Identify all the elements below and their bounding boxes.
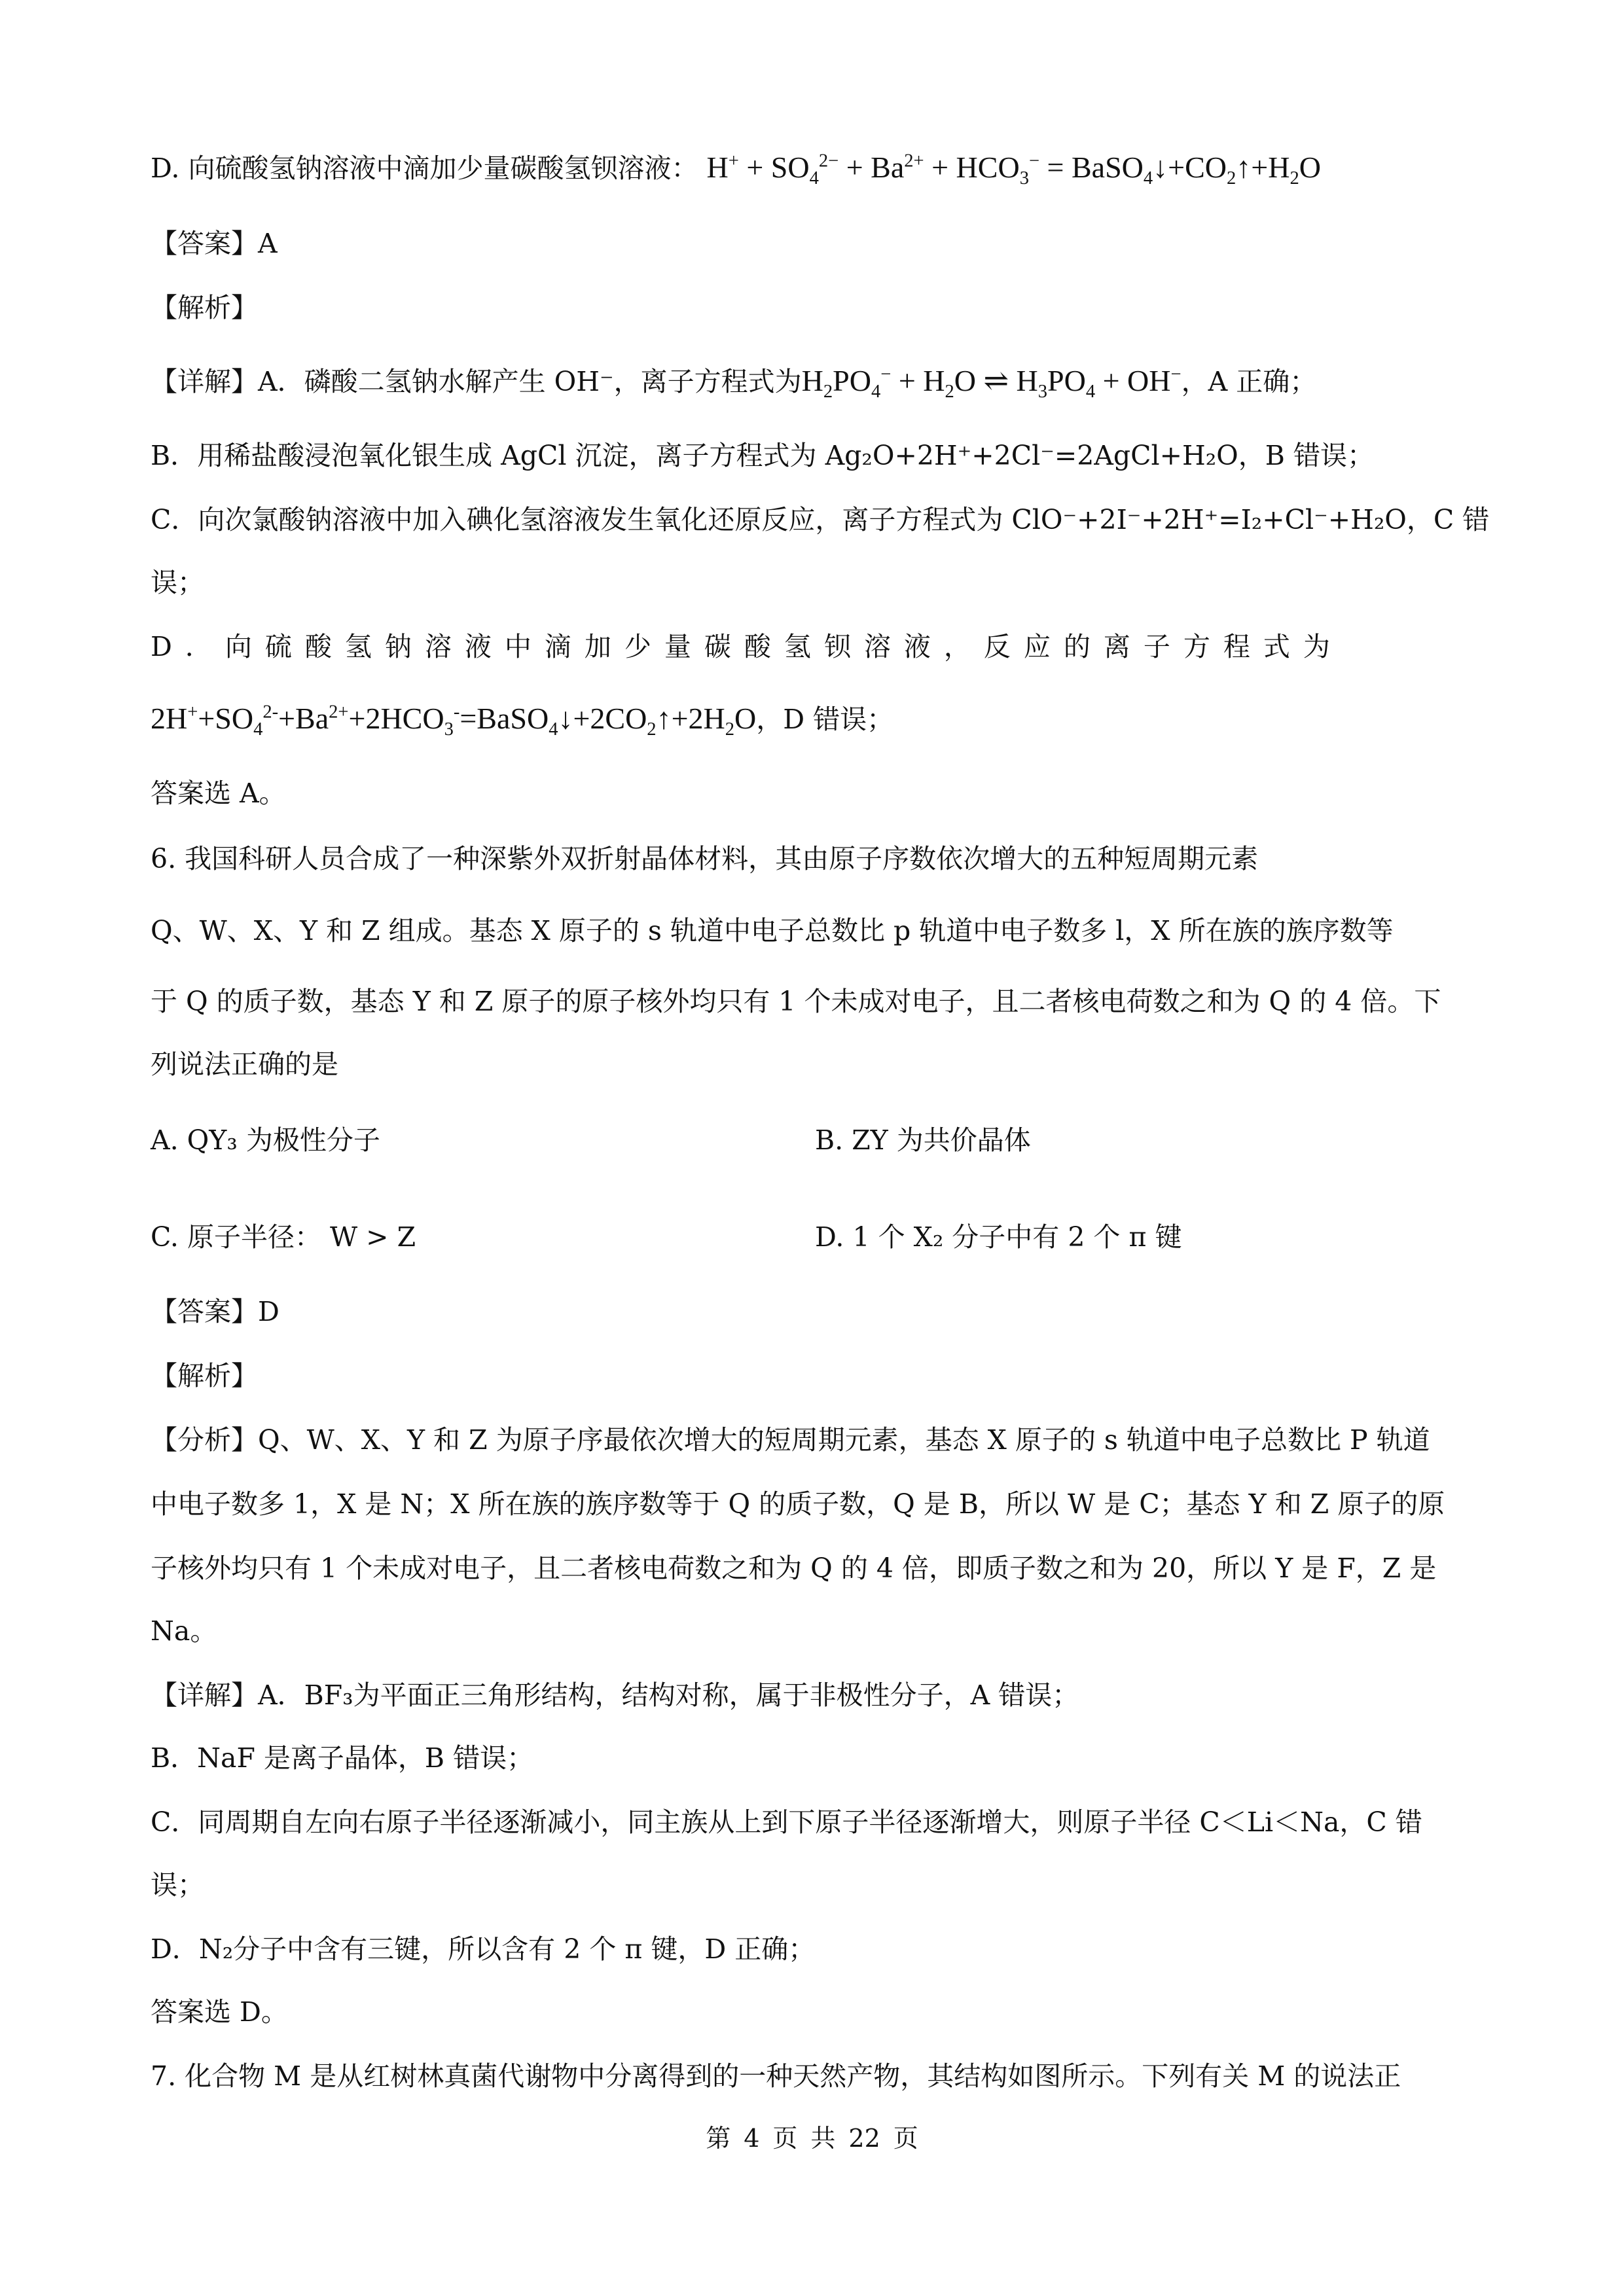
q6-stem-line3: 于 Q 的质子数，基态 Y 和 Z 原子的原子核外均只有 1 个未成对电子，且二者核电荷数之和为 Q 的 4 倍。下 bbox=[151, 986, 1441, 1017]
equation-detail-d: $2H^++SO_4^{2-}+Ba^{2+}+2HCO_3^-=BaSO_4↓+2CO_2↑+2H_2O$ bbox=[151, 702, 757, 740]
q6-analysis-line2: 中电子数多 1，X 是 N；X 所在族的族序数等于 Q 的质子数，Q 是 B，所以 W 是 C；基态 Y 和 Z 原子的原 bbox=[151, 1488, 1445, 1520]
equation-d-option: $H^+ + SO_4^{2-} + Ba^{2+} + HCO_3^-$ = $BaSO_4↓+CO_2↑+H_2O$ bbox=[706, 151, 1321, 189]
q6-detail-b: B．NaF 是离子晶体，B 错误； bbox=[151, 1742, 534, 1774]
q6-stem-line1: 6. 我国科研人员合成了一种深紫外双折射晶体材料，其由原子序数依次增大的五种短周期元素 bbox=[151, 843, 1259, 874]
q6-analysis-line1: 【分析】Q、W、X、Y 和 Z 为原子序最依次增大的短周期元素，基态 X 原子的 s 轨道中电子总数比 P 轨道 bbox=[151, 1424, 1430, 1456]
page-number: 4 bbox=[744, 2124, 760, 2153]
q7-stem-line1: 7. 化合物 M 是从红树林真菌代谢物中分离得到的一种天然产物，其结构如图所示。下列有关 M 的说法正 bbox=[151, 2060, 1401, 2092]
q5-detail-d-line2: $2H^++SO_4^{2-}+Ba^{2+}+2HCO_3^-=BaSO_4↓+2CO_2↑+2H_2O$，D 错误； bbox=[151, 702, 894, 740]
q6-option-c: C. 原子半径： W > Z bbox=[151, 1221, 416, 1253]
q6-option-b: B. ZY 为共价晶体 bbox=[815, 1124, 1031, 1156]
q6-detail-c-line1: C．同周期自左向右原子半径逐渐减小，同主族从上到下原子半径逐渐增大，则原子半径 C＜Li＜Na，C 错 bbox=[151, 1806, 1422, 1838]
q6-option-a: A. QY₃ 为极性分子 bbox=[151, 1124, 380, 1156]
page-footer: 第 4 页 共 22 页 bbox=[706, 2124, 918, 2153]
q6-stem-line4: 列说法正确的是 bbox=[151, 1049, 338, 1080]
q6-answer: 【答案】D bbox=[151, 1296, 280, 1327]
total-pages: 22 bbox=[848, 2124, 880, 2153]
q5-conclusion: 答案选 A。 bbox=[151, 778, 286, 809]
q6-analysis-line3: 子核外均只有 1 个未成对电子，且二者核电荷数之和为 Q 的 4 倍，即质子数之和为 20，所以 Y 是 F，Z 是 bbox=[151, 1552, 1437, 1584]
q6-stem-line2: Q、W、X、Y 和 Z 组成。基态 X 原子的 s 轨道中电子总数比 p 轨道中电子数多 l，X 所在族的族序数等 bbox=[151, 915, 1394, 946]
q6-conclusion: 答案选 D。 bbox=[151, 1996, 288, 2028]
q5-detail-c-line2: 误； bbox=[151, 567, 204, 598]
q5-detail-b: B．用稀盐酸浸泡氧化银生成 AgCl 沉淀，离子方程式为 Ag₂O+2H⁺+2Cl⁻=2AgCl+H₂O，B 错误； bbox=[151, 440, 1374, 471]
q5-detail-a: 【详解】A．磷酸二氢钠水解产生 OH⁻，离子方程式为$H_2PO_4^- + H_2O$ ⇌ $H_3PO_4 + OH^-$，A 正确； bbox=[151, 364, 1317, 403]
equation-detail-a: $H_2PO_4^- + H_2O$ ⇌ $H_3PO_4 + OH^-$ bbox=[801, 364, 1182, 403]
q6-detail-a: 【详解】A．BF₃为平面正三角形结构，结构对称，属于非极性分子，A 错误； bbox=[151, 1679, 1079, 1711]
q6-option-d: D. 1 个 X₂ 分子中有 2 个 π 键 bbox=[815, 1221, 1182, 1253]
q6-detail-d: D．N₂分子中含有三键，所以含有 2 个 π 键，D 正确； bbox=[151, 1933, 816, 1965]
q6-detail-c-line2: 误； bbox=[151, 1869, 204, 1901]
q5-analysis-label: 【解析】 bbox=[151, 292, 258, 323]
q5-option-d: D. 向硫酸氢钠溶液中滴加少量碳酸氢钡溶液： $H^+ + SO_4^{2-} + Ba^{2+} + HCO_3^-$ = $BaSO_4↓+CO_2↑+H_2O$ bbox=[151, 151, 1321, 189]
q6-analysis-label: 【解析】 bbox=[151, 1360, 258, 1391]
q6-analysis-line4: Na。 bbox=[151, 1615, 217, 1647]
q5-answer: 【答案】A bbox=[151, 228, 278, 259]
q5-detail-d-line1: D．向硫酸氢钠溶液中滴加少量碳酸氢钡溶液，反应的离子方程式为 bbox=[151, 631, 1343, 662]
q5-detail-c-line1: C．向次氯酸钠溶液中加入碘化氢溶液发生氧化还原反应，离子方程式为 ClO⁻+2I⁻+2H⁺=I₂+Cl⁻+H₂O，C 错 bbox=[151, 504, 1490, 535]
